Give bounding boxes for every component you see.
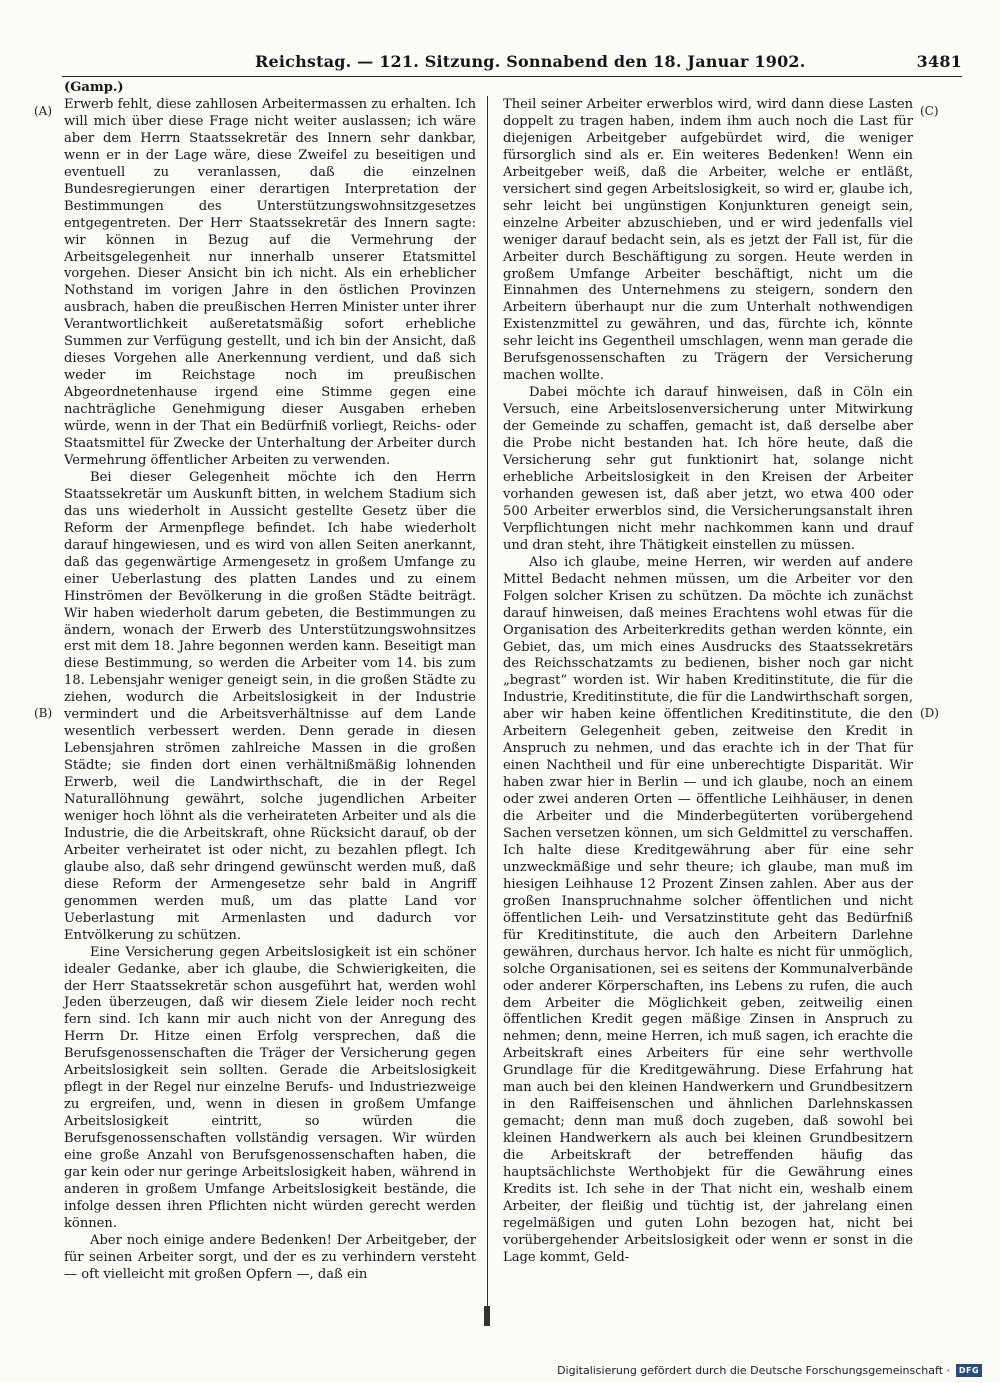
column-divider-end <box>484 1306 490 1326</box>
margin-marker-c: (C) <box>920 104 939 118</box>
paragraph: Dabei möchte ich darauf hinweisen, daß in Cöln ein Versuch, eine Arbeitslosenversicherung unter Mitwirkung der Gemeinde zu schaffen, gemacht ist, daß derselbe aber die Probe nicht bestanden hat. Ich höre heute, daß die Versicherung sehr gut funktionirt hat, solange nicht erhebliche Arbeitslosigkeit in den Kreisen der Arbeiter vorhanden gewesen ist, daß aber jetzt, wo etwa 400 oder 500 Arbeiter erwerblos sind, die Versicherungsanstalt ihren Verpflichtungen nicht mehr nachkommen kann und drauf und dran steht, ihre Thätigkeit einstellen zu müssen. <box>503 385 913 553</box>
page-number: 3481 <box>916 52 962 71</box>
footer-text: Digitalisierung gefördert durch die Deutsche Forschungsgemeinschaft · <box>557 1364 950 1377</box>
paragraph: Erwerb fehlt, diese zahllosen Arbeitermassen zu erhalten. Ich will mich über diese Frage nicht weiter auslassen; ich wäre aber dem Herrn Staatssekretär des Innern sehr dankbar, wenn er in der Lage wäre, diese Zweifel zu beseitigen und eventuell zu veranlassen, daß die einzelnen Bundesregierungen einer derartigen Interpretation der Bestimmungen des Unterstützungswohnsitzgesetzes entgegentreten. Der Herr Staatssekretär des Innern sagte: wir können in Bezug auf die Vermehrung der Arbeitsgelegenheit nur innerhalb unserer Etatsmittel vorgehen. Dieser Ansicht bin ich nicht. Als ein erheblicher Nothstand im vorigen Jahre in den östlichen Provinzen ausbrach, haben die preußischen Herren Minister unter ihrer Verantwortlichkeit außeretatsmäßig sofort erhebliche Summen zur Verfügung gestellt, und ich bin der Ansicht, daß dieses Vorgehen alle Anerkennung verdient, und daß sich weder im Reichstage noch im preußischen Abgeordnetenhause irgend eine Stimme gegen eine nachträgliche Genehmigung dieser Ausgaben erheben würde, wenn in der That ein Bedürfniß vorliegt, Reichs- oder Staatsmittel für Zwecke der Unterhaltung der Arbeiter durch Vermehrung öffentlicher Arbeiten zu verwenden. <box>64 96 476 468</box>
column-divider <box>487 96 488 1326</box>
right-column <box>503 97 913 1267</box>
margin-marker-d: (D) <box>920 706 939 720</box>
dfg-logo-icon: DFG <box>956 1364 982 1377</box>
running-header <box>62 50 962 76</box>
header-title: Reichstag. — 121. Sitzung. Sonnabend den 18. Januar 1902. <box>255 52 806 71</box>
speaker-label: (Gamp.) <box>64 80 124 95</box>
margin-marker-a: (A) <box>34 104 53 118</box>
paragraph: Aber noch einige andere Bedenken! Der Arbeitgeber, der für seinen Arbeiter sorgt, und der es zu verhindern versteht — oft vielleicht mit großen Opfern —, daß ein <box>64 1232 476 1282</box>
margin-marker-b: (B) <box>34 706 53 720</box>
paragraph: Eine Versicherung gegen Arbeitslosigkeit ist ein schöner idealer Gedanke, aber ich glaube, die Schwierigkeiten, die der Herr Staatssekretär schon ausgeführt hat, werden wohl Jeden überzeugen, daß wir diesem Ziele leider noch recht fern sind. Ich kann mir auch nicht von der Anregung des Herrn Dr. Hitze einen Erfolg versprechen, daß die Berufsgenossenschaften die Träger der Versicherung gegen Arbeitslosigkeit sein sollten. Gerade die Arbeitslosigkeit pflegt in der Regel nur einzelne Berufs- und Industriezweige zu ergreifen, und, wenn in diesen in großem Umfange Arbeitslosigkeit eintritt, so würden die Berufsgenossenschaften vollständig versagen. Wir würden eine große Anzahl von Berufsgenossenschaften haben, die gar kein oder nur geringe Arbeitslosigkeit haben, während in anderen in großem Umfange Arbeitslosigkeit bestände, die infolge dessen ihren Pflichten nicht würden gerecht werden können. <box>64 944 476 1231</box>
paragraph: Also ich glaube, meine Herren, wir werden auf andere Mittel Bedacht nehmen müssen, um die Arbeiter vor den Folgen solcher Krisen zu schützen. Da möchte ich zunächst darauf hinweisen, daß meines Erachtens wohl etwas für die Organisation des Arbeiterkredits gethan werden könnte, ein Gebiet, das, um mich eines Ausdrucks des Staatssekretärs des Reichsschatzamts zu bedienen, bisher noch gar nicht „begrast“ worden ist. Wir haben Kreditinstitute, die für die Industrie, Kreditinstitute, die für die Landwirthschaft sorgen, aber wir haben keine öffentlichen Kreditinstitute, die den Arbeitern Gelegenheit geben, zeitweise den Kredit in Anspruch zu nehmen, und das erachte ich in der That für einen Nachtheil und für eine unberechtigte Disparität. Wir haben zwar hier in Berlin — und ich glaube, noch an einem oder zwei anderen Orten — öffentliche Leihhäuser, in denen die Arbeiter und die Minderbegüterten vorübergehend Sachen versetzen können, um sich Geldmittel zu verschaffen. Ich halte diese Kreditgewährung aber für eine sehr unzweckmäßige und sehr theure; ich glaube, man muß im hiesigen Leihhause 12 Prozent Zinsen zahlen. Aber aus der großen Inanspruchnahme solcher öffentlichen und nicht öffentlichen Leih- und Versatzinstitute geht das Bedürfniß für Kreditinstitute, die auch den Arbeitern Darlehne gewähren, durchaus hervor. Ich halte es nicht für unmöglich, solche Organisationen, sei es seitens der Kommunalverbände oder anderer Körperschaften, ins Lebens zu rufen, die auch dem Arbeiter die Möglichkeit geben, zeitweilig einen öffentlichen Kredit gegen mäßige Zinsen in Anspruch zu nehmen; denn, meine Herren, ich muß sagen, ich erachte die Arbeitskraft eines Arbeiters für eine sehr werthvolle Grundlage für die Kreditgewährung. Diese Erfahrung hat man auch bei den kleinen Handwerkern und Grundbesitzern in den Raiffeisenschen und ähnlichen Darlehnskassen gemacht; denn man muß doch zugeben, daß sowohl bei kleinen Handwerkern als auch bei kleinen Grundbesitzern die Arbeitskraft der betreffenden häufig das hauptsächlichste Werthobjekt für die Gewährung eines Kredits ist. Ich sehe in der That nicht ein, weshalb einem Arbeiter, der fleißig und tüchtig ist, der jahrelang einen regelmäßigen und guten Lohn bezogen hat, nicht bei vorübergehender Arbeitslosigkeit oder wenn er sonst in die Lage kommt, Geld- <box>503 554 913 1265</box>
left-column <box>64 80 476 1284</box>
header-rule <box>62 76 962 77</box>
paragraph: Theil seiner Arbeiter erwerblos wird, wird dann diese Lasten doppelt zu tragen haben, indem ihm auch noch die Last für diejenigen Arbeitgeber aufgebürdet wird, die weniger fürsorglich sind als er. Ein weiteres Bedenken! Wenn ein Arbeitgeber weiß, daß die Arbeiter, welche er entläßt, versichert sind gegen Arbeitslosigkeit, so wird er, glaube ich, sehr leicht bei ungünstigen Konjunkturen geneigt sein, einzelne Arbeiter abzuschieben, und er wird jedenfalls viel weniger darauf bedacht sein, als es jetzt der Fall ist, für die Arbeiter durch Beschäftigung zu sorgen. Heute werden in großem Umfange Arbeiter beschäftigt, nicht um die Einnahmen des Unternehmens zu steigern, sondern den Arbeitern überhaupt nur die zum Unterhalt nothwendigen Existenzmittel zu gewähren, und das, fürchte ich, könnte sehr leicht ins Gegentheil umschlagen, wenn man gerade die Berufsgenossenschaften zu Trägern der Versicherung machen wollte. <box>503 97 913 384</box>
paragraph: Bei dieser Gelegenheit möchte ich den Herrn Staatssekretär um Auskunft bitten, in welchem Stadium sich das uns wiederholt in Aussicht gestellte Gesetz über die Reform der Armenpflege befindet. Ich habe wiederholt darauf hingewiesen, und es wird von allen Seiten anerkannt, daß das gegenwärtige Armengesetz in großem Umfange zu einer Ueberlastung des platten Landes und zu einem Hinströmen der Bevölkerung in die großen Städte beiträgt. Wir haben wiederholt darum gebeten, die Bestimmungen zu ändern, wonach der Erwerb des Unterstützungswohnsitzes erst mit dem 18. Jahre begonnen werden kann. Beseitigt man diese Bestimmung, so werden die Arbeiter vom 14. bis zum 18. Lebensjahr weniger geneigt sein, in die großen Städte zu ziehen, wodurch die Arbeitslosigkeit in der Industrie vermindert und die Arbeitsverhältnisse auf dem Lande wesentlich verbessert werden. Denn gerade in diesen Lebensjahren strömen zahlreiche Massen in die großen Städte; sie finden dort einen verhältnißmäßig lohnenden Erwerb, weil die Landwirthschaft, die in der Regel Naturallöhnung gewährt, solche jugendlichen Arbeiter weniger hoch löhnt als die verheirateten Arbeiter und als die Industrie, die die Arbeitskraft, ohne Rücksicht darauf, ob der Arbeiter verheiratet ist oder nicht, zu bezahlen pflegt. Ich glaube also, daß sehr dringend gewünscht werden muß, daß diese Reform der Armengesetze sehr bald in Angriff genommen werden muß, um das platte Land vor Ueberlastung mit Armenlasten und dadurch vor Entvölkerung zu schützen. <box>64 469 476 943</box>
footer-credit <box>557 1364 982 1377</box>
